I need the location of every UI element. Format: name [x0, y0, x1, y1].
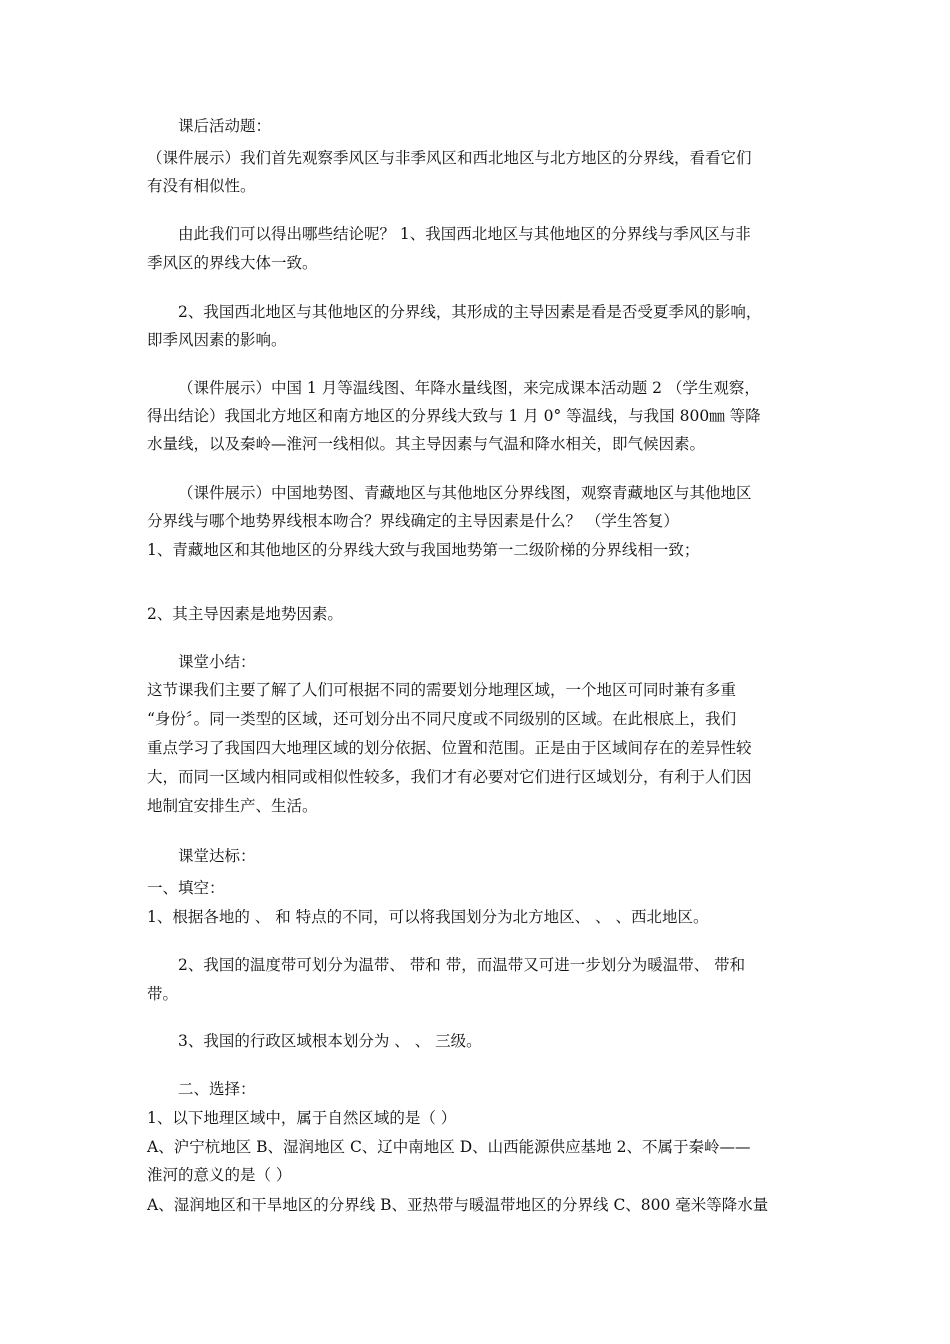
question-line: 1、以下地理区域中，属于自然区域的是（ ） — [147, 1109, 457, 1127]
question-line: A、湿润地区和干旱地区的分界线 B、亚热带与暖温带地区的分界线 C、800 毫米等降水量 — [147, 1196, 769, 1214]
paragraph-line: 有没有相似性。 — [147, 177, 256, 195]
paragraph-line: 地制宜安排生产、生活。 — [147, 797, 318, 815]
question-line: A、沪宁杭地区 B、湿润地区 C、辽中南地区 D、山西能源供应基地 2、不属于秦岭—— — [147, 1138, 751, 1156]
paragraph-line: 分界线与哪个地势界线根本吻合？界线确定的主导因素是什么？ （学生答复） — [147, 512, 679, 530]
paragraph-line: 2、我国西北地区与其他地区的分界线，其形成的主导因素是看是否受夏季风的影响， — [178, 303, 762, 321]
paragraph-line: 即季风因素的影响。 — [147, 331, 287, 349]
paragraph-line: 2、其主导因素是地势因素。 — [147, 605, 343, 623]
question-line: 淮河的意义的是（ ） — [147, 1166, 292, 1184]
fill-heading: 一、填空： — [147, 879, 225, 897]
paragraph-line: 水量线，以及秦岭—淮河一线相似。其主导因素与气温和降水相关，即气候因素。 — [147, 435, 706, 453]
paragraph-line: 重点学习了我国四大地理区域的划分依据、位置和范围。正是由于区域间存在的差异性较 — [147, 739, 752, 757]
paragraph-line: （课件展示）中国地势图、青藏地区与其他地区分界线图，观察青藏地区与其他地区 — [178, 484, 752, 502]
question-line: 带。 — [147, 985, 179, 1003]
activity-heading: 课后活动题： — [178, 117, 272, 135]
paragraph-line: （课件展示）中国 1 月等温线图、年降水量线图，来完成课本活动题 2 （学生观察， — [178, 379, 760, 397]
paragraph-line: 这节课我们主要了解了人们可根据不同的需要划分地理区域，一个地区可同时兼有多重 — [147, 681, 737, 699]
paragraph-line: 1、青藏地区和其他地区的分界线大致与我国地势第一二级阶梯的分界线相一致； — [147, 541, 700, 559]
paragraph-line: 季风区的界线大体一致。 — [147, 254, 318, 272]
paragraph-line: 得出结论）我国北方地区和南方地区的分界线大致与 1 月 0° 等温线，与我国 800㎜ 等降 — [147, 407, 761, 425]
question-line: 2、我国的温度带可划分为温带、 带和 带，而温带又可进一步划分为暖温带、 带和 — [178, 956, 746, 974]
question-line: 3、我国的行政区域根本划分为 、 、 三级。 — [178, 1032, 482, 1050]
summary-heading: 课堂小结： — [178, 653, 256, 671]
paragraph-line: （课件展示）我们首先观察季风区与非季风区和西北地区与北方地区的分界线，看看它们 — [147, 149, 752, 167]
paragraph-line: “身份〞。同一类型的区域，还可划分出不同尺度或不同级别的区域。在此根底上，我们 — [147, 710, 737, 728]
question-line: 1、根据各地的 、 和 特点的不同，可以将我国划分为北方地区、 、 、西北地区。 — [147, 908, 709, 926]
paragraph-line: 大，而同一区域内相同或相似性较多，我们才有必要对它们进行区域划分，有利于人们因 — [147, 768, 752, 786]
practice-heading: 课堂达标： — [178, 847, 256, 865]
paragraph-line: 由此我们可以得出哪些结论呢？ 1、我国西北地区与其他地区的分界线与季风区与非 — [178, 225, 751, 243]
choice-heading: 二、选择： — [178, 1080, 256, 1098]
